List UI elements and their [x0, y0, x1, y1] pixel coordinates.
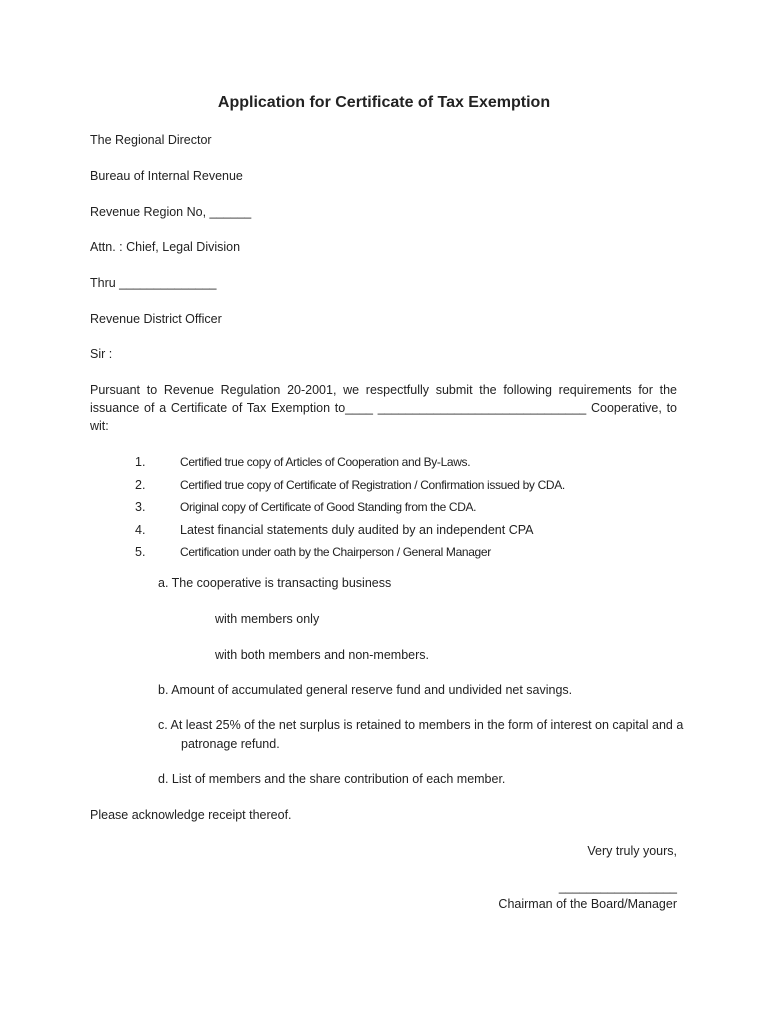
certification-item-a: a. The cooperative is transacting business	[158, 576, 392, 590]
certification-item-b: b. Amount of accumulated general reserve fund and undivided net savings.	[158, 683, 573, 697]
intro-paragraph: Pursuant to Revenue Regulation 20-2001, we respectfully submit the following requirements for the issuance of a Certificate of Tax Exemption to____ ______________________________ Cooperative, to wit:	[90, 383, 677, 433]
address-line-revenue-region: Revenue Region No, ______	[90, 205, 252, 219]
list-item-number: 1.	[135, 455, 146, 469]
address-line-regional-director: The Regional Director	[90, 133, 212, 147]
list-item-number: 3.	[135, 500, 146, 514]
list-item-number: 2.	[135, 477, 146, 492]
list-item-text: Latest financial statements duly audited by an independent CPA	[180, 522, 534, 537]
list-item-number: 5.	[135, 545, 146, 559]
list-item-text: Certified true copy of Articles of Cooperation and By-Laws.	[180, 455, 471, 469]
requirements-list	[90, 453, 650, 566]
list-item-number: 4.	[135, 522, 146, 537]
list-item	[90, 476, 650, 499]
address-line-thru: Thru ______________	[90, 276, 217, 290]
list-item-text: Certification under oath by the Chairperson / General Manager	[180, 545, 491, 559]
address-line-district-officer: Revenue District Officer	[90, 312, 222, 326]
signature-line: _________________	[558, 880, 677, 894]
certification-option-members-and-non-members: with both members and non-members.	[215, 648, 429, 662]
list-item-text: Original copy of Certificate of Good Standing from the CDA.	[180, 500, 477, 514]
signatory-title: Chairman of the Board/Manager	[498, 897, 677, 911]
list-item-text: Certified true copy of Certificate of Registration / Confirmation issued by CDA.	[180, 477, 565, 492]
valediction: Very truly yours,	[587, 844, 677, 858]
certification-option-members-only: with members only	[215, 612, 320, 626]
address-line-bureau: Bureau of Internal Revenue	[90, 169, 243, 183]
address-line-attention: Attn. : Chief, Legal Division	[90, 240, 241, 254]
closing-line: Please acknowledge receipt thereof.	[90, 808, 292, 822]
certification-item-c: c. At least 25% of the net surplus is retained to members in the form of interest on capital and a patronage refund.	[158, 718, 684, 751]
list-item	[90, 521, 650, 544]
salutation: Sir :	[90, 347, 113, 361]
document-title: Application for Certificate of Tax Exemption	[217, 94, 551, 111]
list-item	[90, 453, 650, 476]
list-item	[90, 498, 650, 521]
list-item	[90, 543, 650, 566]
certification-item-d: d. List of members and the share contribution of each member.	[158, 772, 506, 786]
